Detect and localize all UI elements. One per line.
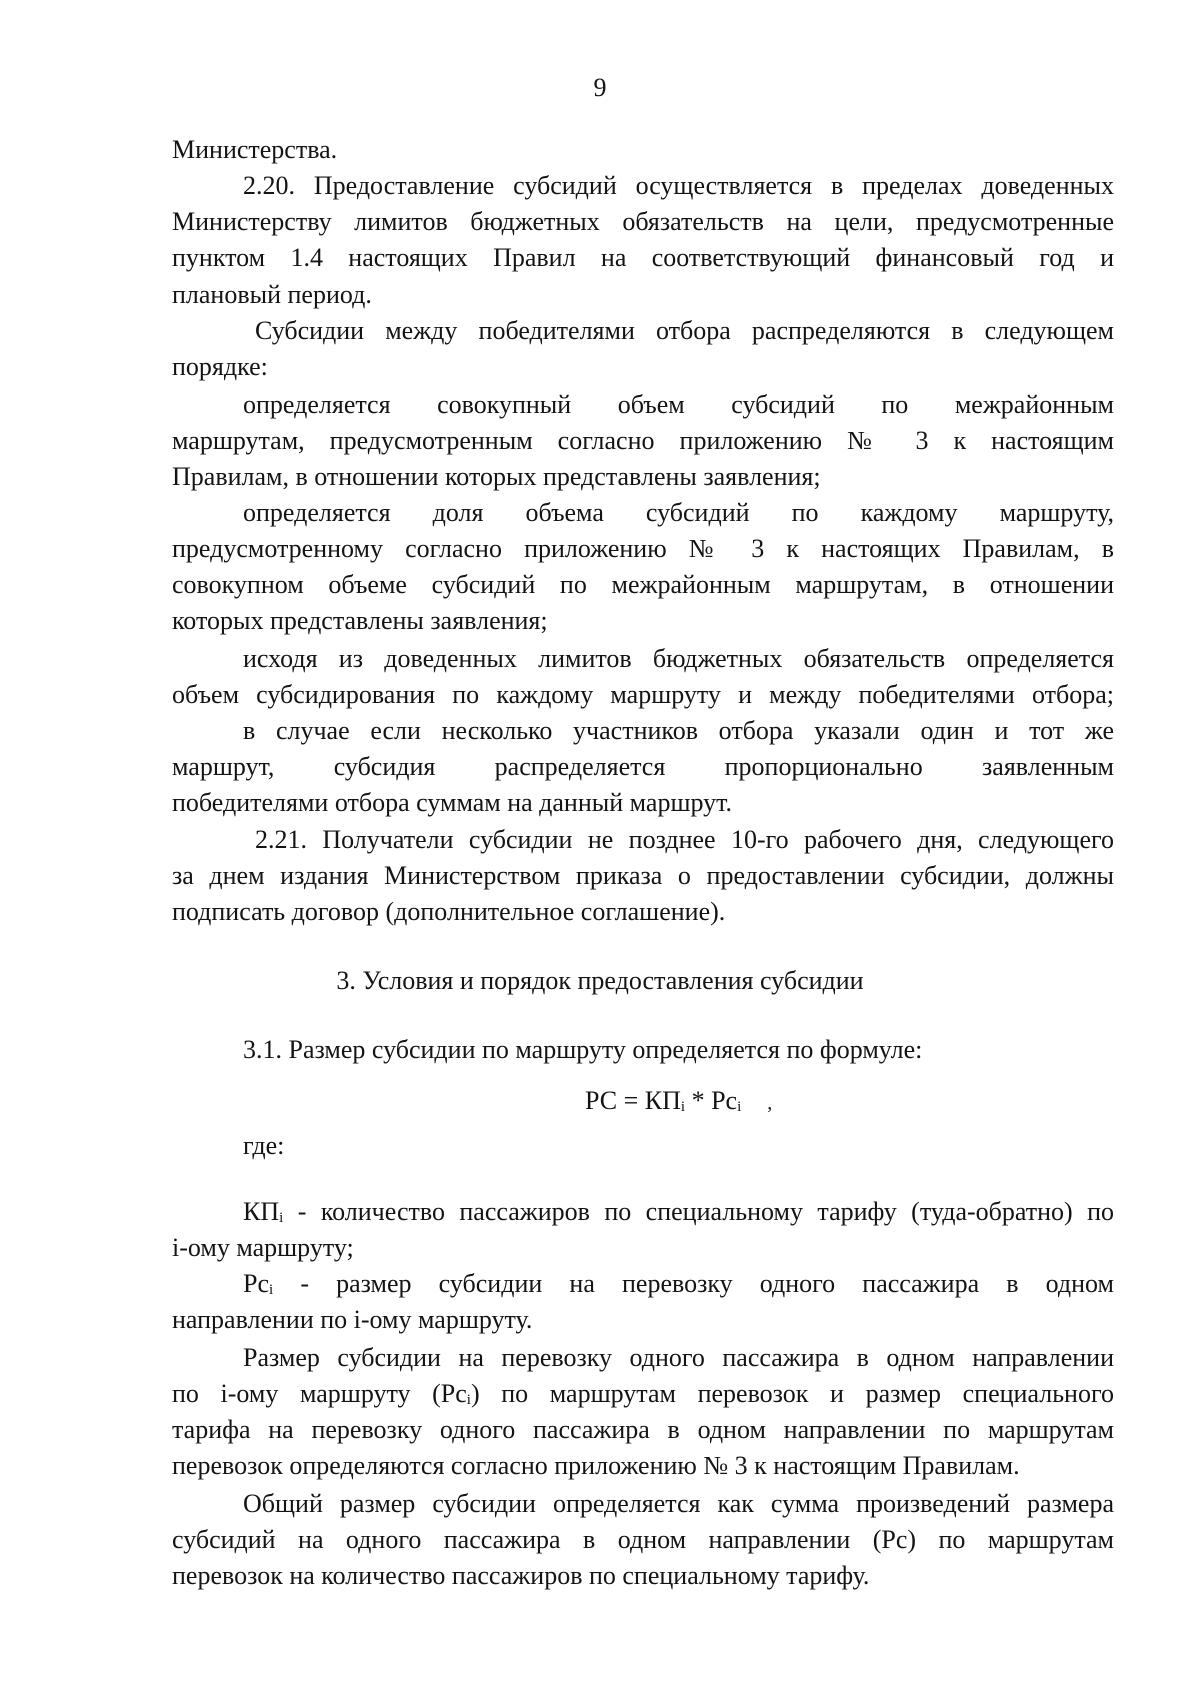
list-item: определяется доля объема субсидий по каждому маршруту,	[243, 498, 1114, 527]
list-item: исходя из доведенных лимитов бюджетных обязательств определяется	[243, 644, 1114, 673]
text-line: Субсидии между победителями отбора распределяются в следующем	[255, 316, 1114, 345]
text-line: за днем издания Министерством приказа о предоставлении субсидии, должны	[172, 861, 1114, 890]
formula-rc: Рс	[711, 1086, 738, 1115]
symbol-kp: КП	[243, 1197, 280, 1226]
text-line: Министерству лимитов бюджетных обязательств на цели, предусмотренные	[172, 207, 1114, 236]
formula-lhs: РС = КП	[585, 1086, 681, 1115]
text-line: направлении по i-ому маршруту.	[172, 1305, 533, 1334]
text-line: маршрут, субсидия распределяется пропорционально заявленным	[172, 752, 1114, 781]
list-item: в случае если несколько участников отбора указали один и тот же	[243, 716, 1114, 745]
symbol-sub-i: i	[279, 1210, 284, 1226]
text-line: совокупном объеме субсидий по межрайонным маршрутам, в отношении	[172, 570, 1114, 599]
page-number: 9	[593, 73, 607, 102]
paragraph-2-21: 2.21. Получатели субсидии не позднее 10-го рабочего дня, следующего	[255, 825, 1114, 854]
text-line: тарифа на перевозку одного пассажира в одном направлении по маршрутам	[172, 1415, 1114, 1444]
paragraph-3-1: 3.1. Размер субсидии по маршруту определяется по формуле:	[243, 1035, 923, 1064]
text-line: предусмотренному согласно приложению № 3 к настоящих Правилам, в	[172, 534, 1114, 563]
text-fragment: ) по маршрутам перевозок и размер специального	[470, 1379, 1114, 1408]
formula-mult: *	[685, 1086, 712, 1115]
text-line: маршрутам, предусмотренным согласно приложению № 3 к настоящим	[172, 426, 1114, 455]
definition-rc	[243, 1266, 1114, 1302]
text-line: Размер субсидии на перевозку одного пассажира в одном направлении	[243, 1343, 1114, 1372]
definition-text: - количество пассажиров по специальному тарифу (туда-обратно) по	[297, 1197, 1115, 1226]
symbol-sub-i: i	[269, 1282, 274, 1298]
text-line	[172, 1376, 1114, 1412]
text-line: i-ому маршруту;	[172, 1233, 354, 1262]
text-line: перевозок на количество пассажиров по специальному тарифу.	[172, 1561, 870, 1590]
text-line: Министерства.	[172, 135, 338, 164]
text-line: подписать договор (дополнительное соглашение).	[172, 897, 726, 926]
text-line: субсидий на одного пассажира в одном направлении (Рс) по маршрутам	[172, 1525, 1114, 1554]
formula-sub-i: i	[680, 1099, 686, 1115]
formula-comma: ,	[767, 1092, 773, 1114]
text-line: порядке:	[172, 352, 268, 381]
text-line: объем субсидирования по каждому маршруту и между победителями отбора;	[172, 680, 1114, 709]
symbol-sub-i: i	[466, 1392, 471, 1408]
section-heading: 3. Условия и порядок предоставления субсидии	[336, 966, 864, 995]
text-line: где:	[243, 1131, 285, 1160]
text-line: которых представлены заявления;	[172, 606, 548, 635]
text-fragment: по i-ому маршруту (Рс	[172, 1379, 467, 1408]
text-line: Общий размер субсидии определяется как сумма произведений размера	[243, 1489, 1114, 1518]
formula-sub-i: i	[737, 1099, 742, 1115]
formula	[585, 1083, 772, 1121]
text-line: Правилам, в отношении которых представлены заявления;	[172, 462, 821, 491]
symbol-rc: Рс	[243, 1269, 269, 1298]
text-line: пунктом 1.4 настоящих Правил на соответствующий финансовый год и	[172, 243, 1114, 272]
list-item: определяется совокупный объем субсидий по межрайонным	[243, 390, 1114, 419]
text-line: победителями отбора суммам на данный маршрут.	[172, 788, 733, 817]
definition-kp	[243, 1194, 1114, 1230]
text-line: перевозок определяются согласно приложению № 3 к настоящим Правилам.	[172, 1451, 1020, 1480]
definition-text: - размер субсидии на перевозку одного пассажира в одном	[300, 1269, 1114, 1298]
paragraph-2-20: 2.20. Предоставление субсидий осуществляется в пределах доведенных	[243, 171, 1114, 200]
text-line: плановый период.	[172, 280, 372, 309]
